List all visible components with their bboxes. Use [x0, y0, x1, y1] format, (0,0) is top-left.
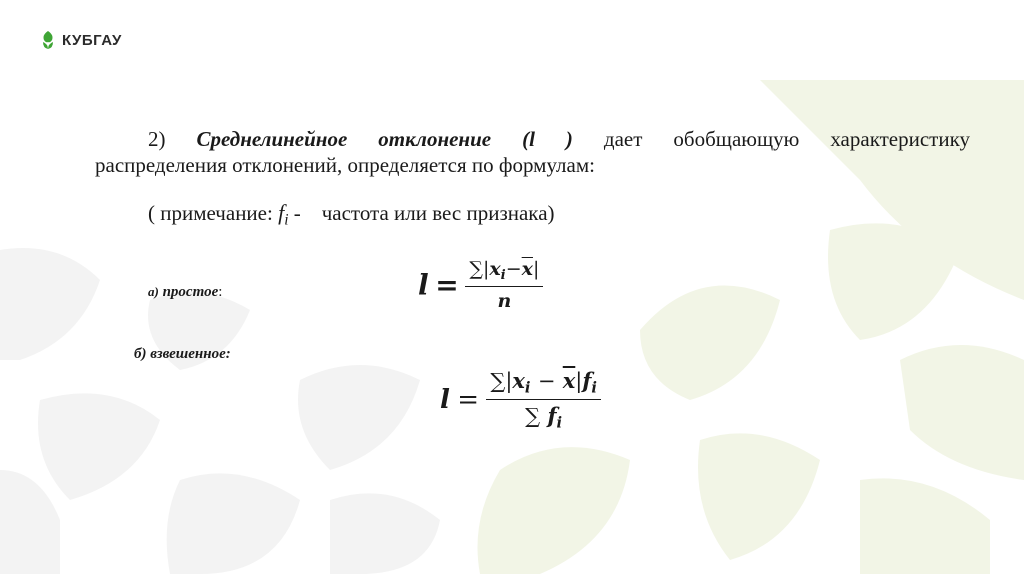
var-sub: i [524, 379, 531, 397]
bg-leaf-shape [698, 433, 820, 560]
bg-leaf-shape [640, 285, 780, 400]
var-f-sub: i [556, 414, 563, 432]
item-number: 2) [148, 127, 166, 151]
var-xbar: $\overline{x}$ [521, 258, 533, 280]
paragraph-line-2: распределения отклонений, определяется по формулам: [95, 153, 595, 177]
formula-denominator [486, 399, 601, 431]
weighted-label-text: б) взвешенное: [134, 346, 231, 362]
minus-sign: − [537, 369, 556, 393]
simple-label [148, 284, 222, 301]
sum-symbol: ∑ [525, 404, 541, 429]
minus-sign: − [505, 258, 522, 280]
note-symbol-f: f [278, 200, 285, 225]
formula-denominator: n [465, 286, 543, 312]
bg-leaf-shape [330, 493, 440, 574]
note-rest: - частота или вес признака) [288, 201, 555, 225]
formula-numerator: $\sum|x_i-\overline{x}|$ [469, 258, 540, 283]
logo [40, 30, 122, 50]
simple-label-colon: : [218, 284, 223, 300]
formula-lhs: l [418, 268, 429, 302]
leaf-logo-icon [40, 30, 56, 50]
formula-weighted [440, 368, 601, 432]
sum-symbol: ∑ [490, 369, 506, 393]
note-symbol [278, 200, 289, 229]
note-symbol-sub: i [284, 211, 289, 229]
var-x: x [512, 368, 525, 393]
sum-symbol: ∑ [469, 258, 483, 280]
bg-leaf-shape [0, 470, 60, 574]
simple-label-text: простое [162, 284, 219, 300]
bg-leaf-shape [478, 447, 631, 574]
formula-fraction [486, 368, 601, 432]
line1-rest: дает обобщающую характеристику [603, 127, 970, 151]
bg-leaf-shape [900, 345, 1024, 480]
term [197, 127, 573, 151]
term-text: Среднелинейное отклонение ( [196, 127, 530, 151]
formula-eq: = [435, 268, 459, 302]
bg-leaf-shape [167, 473, 300, 574]
simple-label-prefix: а) [148, 284, 159, 299]
bg-leaf-shape [0, 248, 100, 360]
formula-numerator: $\sum|x_i - \overline{x}|f_i$ [490, 368, 597, 397]
brand-name: КУБГАУ [62, 31, 122, 49]
formula-simple [418, 258, 543, 312]
paragraph-line-1 [95, 126, 970, 152]
formula-eq: = [457, 384, 479, 415]
bg-leaf-shape [38, 393, 160, 500]
var-xbar: $\overline{x}$ [562, 368, 576, 393]
formula-lhs: l [440, 384, 450, 415]
bg-leaf-shape [298, 365, 420, 470]
bg-leaf-shape [828, 223, 960, 340]
var-f: f [582, 368, 592, 393]
note-open: ( примечание: [148, 201, 273, 225]
term-symbol: l [529, 127, 535, 151]
bg-leaf-shape [860, 478, 990, 574]
formula-fraction [465, 258, 543, 312]
definition-paragraph [95, 126, 970, 178]
var-sub: i [500, 267, 506, 283]
weighted-label [134, 346, 231, 363]
note [148, 200, 555, 230]
var-f-sub: i [591, 379, 597, 397]
var-x: x [489, 258, 501, 280]
var-f: f [547, 403, 557, 429]
term-close: ) [565, 127, 573, 151]
